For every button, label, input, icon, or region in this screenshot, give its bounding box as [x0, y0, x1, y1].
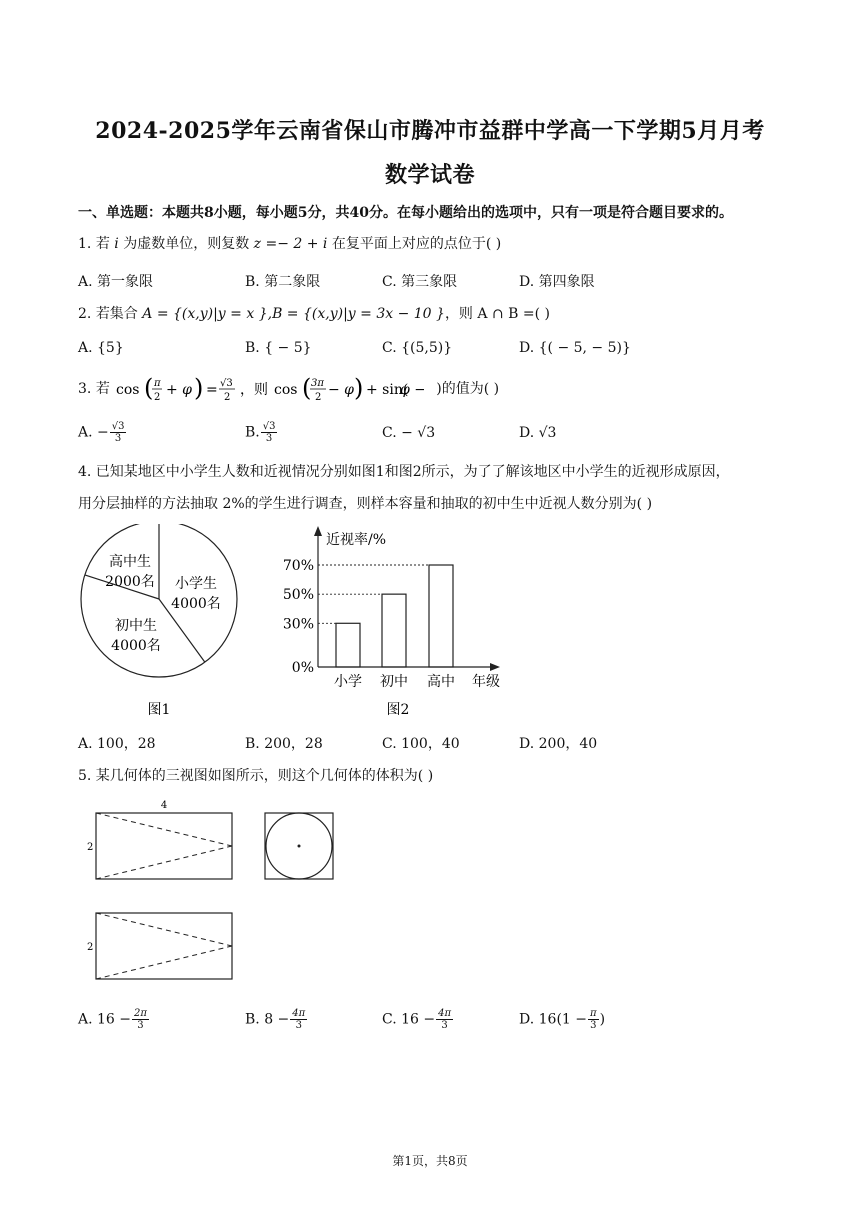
svg-text:+ φ: + φ — [166, 382, 193, 398]
question-3: 3. 若 cos ( π 2 + φ ) = √3 2 ，则 cos ( 3π 2 − φ ) + sin( φ )的值为( ) — [78, 374, 500, 403]
side-view-center-dot — [298, 845, 301, 848]
bar-0 — [336, 623, 360, 667]
figure1-caption: 图1 — [147, 702, 171, 718]
pie-label-senior-1: 高中生 — [109, 554, 151, 570]
figure2-caption: 图2 — [386, 702, 410, 718]
q2-option-c[interactable]: C. {(5,5)} — [382, 340, 453, 356]
front-view-dash-bottom — [96, 846, 232, 879]
y-tick-label: 0% — [291, 660, 314, 676]
front-view-dash-top — [96, 813, 232, 846]
question-1 — [78, 234, 501, 254]
svg-text:): ) — [354, 374, 364, 402]
y-axis-label: 近视率/% — [326, 532, 387, 548]
svg-text:+ sin(: + sin( — [366, 382, 409, 398]
svg-text:π: π — [154, 378, 161, 389]
q2-option-a[interactable]: A. {5} — [78, 340, 124, 356]
x-tick-label: 小学 — [334, 674, 362, 690]
y-axis-arrow — [314, 526, 322, 536]
svg-text:2: 2 — [315, 392, 322, 403]
q5-option-c[interactable]: C. 16 − $\frac{4\pi}{3}$ — [382, 1008, 452, 1031]
pie-label-junior-2: 4000名 — [111, 638, 161, 654]
q1-num: 1. — [78, 236, 92, 252]
question-5: 5. 某几何体的三视图如图所示，则这个几何体的体积为( ) — [78, 768, 434, 784]
dim-top-label: 4 — [160, 800, 168, 811]
q1-option-c[interactable]: C. 第三象限 — [382, 274, 458, 290]
q4-option-a[interactable]: A. 100，28 — [78, 736, 156, 752]
svg-text:3π: 3π — [311, 378, 325, 389]
question-4-line2: 用分层抽样的方法抽取 2%的学生进行调查，则样本容量和抽取的初中生中近视人数分别为( ) — [78, 496, 653, 512]
y-tick-label: 50% — [282, 587, 314, 604]
exam-title-line1: 2024-2025学年云南省保山市腾冲市益群中学高一下学期5月月考 — [95, 118, 765, 144]
svg-text:− φ: − φ — [328, 382, 355, 398]
q5-option-a[interactable]: A. 16 − $\frac{2\pi}{3}$ — [78, 1008, 147, 1031]
bar-2 — [429, 565, 453, 667]
question-2 — [78, 304, 550, 324]
top-view-rect — [96, 913, 232, 979]
pie-chart-figure1 — [78, 524, 248, 724]
svg-text:cos: cos — [274, 382, 298, 398]
svg-text:): ) — [194, 374, 204, 402]
question-4-line1: 4. 已知某地区中小学生人数和近视情况分别如图1和图2所示，为了了解该地区中小学生的近视形成原因， — [78, 464, 730, 480]
bar-chart-figure2 — [280, 524, 520, 724]
q2-option-b[interactable]: B. { − 5} — [245, 340, 312, 356]
svg-text:cos: cos — [116, 382, 140, 398]
q2-num: 2. — [78, 306, 92, 322]
q3-pre: 若 — [95, 381, 110, 397]
top-view-dash-top — [96, 913, 232, 946]
q2-set-a: A = {(x,y)|y = x }, — [142, 306, 273, 322]
svg-text:φ − π: φ — [400, 382, 411, 398]
page-footer: 第1页，共8页 — [392, 1154, 468, 1168]
q1-option-a[interactable]: A. 第一象限 — [78, 274, 154, 290]
svg-text:(: ( — [144, 374, 154, 402]
q1-option-d[interactable]: D. 第四象限 — [519, 274, 595, 290]
three-view-figure — [80, 798, 350, 988]
q2-set-b: B = {(x,y)|y = 3x − 10 } — [272, 306, 445, 322]
pie-label-elementary-2: 4000名 — [171, 596, 221, 612]
x-tick-label: 高中 — [427, 674, 455, 690]
q5-option-d[interactable]: D. 16(1 − $\frac{\pi}{3}$ ) — [519, 1008, 606, 1031]
y-tick-label: 70% — [282, 558, 314, 574]
q5-option-b[interactable]: B. 8 − $\frac{4\pi}{3}$ — [245, 1008, 306, 1031]
dim-left-label-2: 2 — [87, 942, 94, 953]
pie-label-junior-1: 初中生 — [115, 618, 157, 634]
section-heading: 一、单选题：本题共8小题，每小题5分，共40分。在每小题给出的选项中，只有一项是符合题目要求的。 — [78, 205, 733, 221]
q3-option-d[interactable]: D. √3 — [519, 425, 557, 441]
q3-option-b[interactable]: B. $\frac{√3}{3}$ — [245, 421, 276, 444]
dim-left-label-1: 2 — [87, 842, 94, 853]
q4-option-d[interactable]: D. 200，40 — [519, 736, 598, 752]
q3-formula — [114, 374, 424, 404]
x-axis-arrow — [490, 663, 500, 671]
q1-i: i — [114, 236, 119, 252]
svg-text:=: = — [206, 382, 218, 398]
q3-option-a[interactable]: A. − $\frac{√3}{3}$ — [78, 421, 125, 444]
x-tick-label: 初中 — [380, 674, 408, 690]
svg-text:√3: √3 — [220, 378, 233, 389]
q2-option-d[interactable]: D. {( − 5, − 5)} — [519, 340, 631, 356]
q3-option-c[interactable]: C. − √3 — [382, 425, 436, 441]
q1-mid: 为虚数单位，则复数 — [123, 236, 250, 252]
q3-num: 3. — [78, 381, 92, 397]
q2-pre: 若集合 — [95, 306, 138, 322]
y-tick-label: 30% — [282, 616, 314, 633]
q3-post: 的值为( ) — [441, 381, 500, 397]
pie-label-senior-2: 2000名 — [105, 574, 155, 590]
q4-option-c[interactable]: C. 100，40 — [382, 736, 460, 752]
exam-title-line2: 数学试卷 — [384, 162, 475, 188]
svg-text:，则: ，则 — [240, 382, 269, 398]
q2-post: ，则 A ∩ B =( ) — [444, 306, 550, 322]
q1-pre: 若 — [95, 236, 110, 252]
top-view-dash-bottom — [96, 946, 232, 979]
svg-text:2: 2 — [224, 392, 231, 403]
q1-expr: z =− 2 + i — [253, 236, 328, 252]
bar-1 — [382, 594, 406, 667]
q1-option-b[interactable]: B. 第二象限 — [245, 274, 321, 290]
q1-post: 在复平面上对应的点位于( ) — [331, 236, 502, 252]
q4-option-b[interactable]: B. 200，28 — [245, 736, 323, 752]
pie-label-elementary-1: 小学生 — [175, 576, 217, 592]
svg-text:2: 2 — [154, 392, 161, 403]
x-axis-label: 年级 — [472, 674, 500, 690]
svg-text:(: ( — [302, 374, 312, 402]
front-view-rect — [96, 813, 232, 879]
